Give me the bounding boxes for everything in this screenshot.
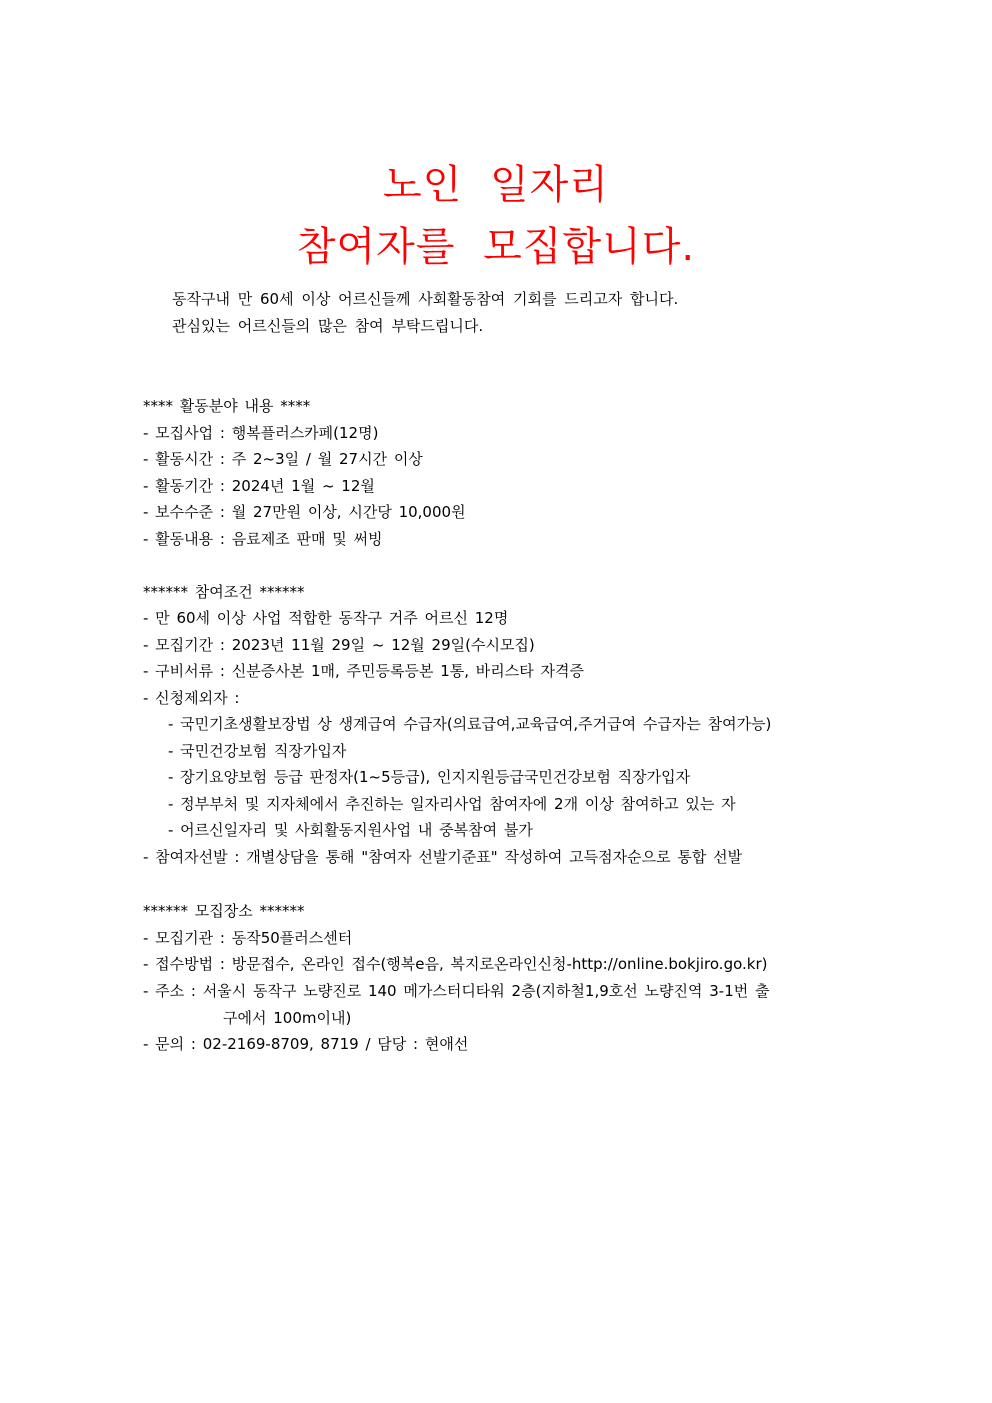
conditions-item-exclusions: - 신청제외자 : (143, 689, 240, 707)
activity-item-content: - 활동내용 : 음료제조 판매 및 써빙 (143, 530, 383, 548)
conditions-heading: ****** 참여조건 ****** (143, 583, 305, 601)
activity-item-project: - 모집사업 : 행복플러스카페(12명) (143, 424, 379, 442)
exclusion-item: - 국민기초생활보장법 상 생계급여 수급자(의료급여,교육급여,주거급여 수급자는 참여가능) (168, 715, 772, 733)
location-address-continuation: 구에서 100m이내) (223, 1009, 352, 1027)
location-item-application: - 접수방법 : 방문접수, 온라인 접수(행복e음, 복지로온라인신청-http://online.bokjiro.go.kr) (143, 955, 768, 973)
exclusion-item: - 장기요양보험 등급 판정자(1~5등급), 인지지원등급국민건강보험 직장가입자 (168, 768, 691, 786)
location-item-contact: - 문의 : 02-2169-8709, 8719 / 담당 : 현애선 (143, 1035, 469, 1053)
intro-line-2: 관심있는 어르신들의 많은 참여 부탁드립니다. (172, 317, 484, 335)
location-heading: ****** 모집장소 ****** (143, 902, 305, 920)
exclusion-item: - 국민건강보험 직장가입자 (168, 742, 347, 760)
location-item-address: - 주소 : 서울시 동작구 노량진로 140 메가스터디타워 2층(지하철1,9호선 노량진역 3-1번 출 (143, 982, 770, 1000)
title-line-1: 노인 일자리 (383, 162, 609, 208)
activity-item-period: - 활동기간 : 2024년 1월 ~ 12월 (143, 477, 375, 495)
activity-item-hours: - 활동시간 : 주 2~3일 / 월 27시간 이상 (143, 450, 423, 468)
activity-item-pay: - 보수수준 : 월 27만원 이상, 시간당 10,000원 (143, 503, 466, 521)
exclusion-item: - 어르신일자리 및 사회활동지원사업 내 중복참여 불가 (168, 821, 533, 839)
exclusion-item: - 정부부처 및 지자체에서 추진하는 일자리사업 참여자에 2개 이상 참여하고 있는 자 (168, 795, 736, 813)
conditions-item-selection: - 참여자선발 : 개별상담을 통해 "참여자 선발기준표" 작성하여 고득점자순으로 통합 선발 (143, 848, 743, 866)
conditions-item-period: - 모집기간 : 2023년 11월 29일 ~ 12월 29일(수시모집) (143, 636, 535, 654)
activity-heading: **** 활동분야 내용 **** (143, 397, 311, 415)
title-line-2: 참여자를 모집합니다. (296, 224, 696, 270)
conditions-item-documents: - 구비서류 : 신분증사본 1매, 주민등록등본 1통, 바리스타 자격증 (143, 662, 584, 680)
intro-line-1: 동작구내 만 60세 이상 어르신들께 사회활동참여 기회를 드리고자 합니다. (172, 290, 679, 308)
conditions-item-eligibility: - 만 60세 이상 사업 적합한 동작구 거주 어르신 12명 (143, 609, 509, 627)
location-item-agency: - 모집기관 : 동작50플러스센터 (143, 929, 353, 947)
